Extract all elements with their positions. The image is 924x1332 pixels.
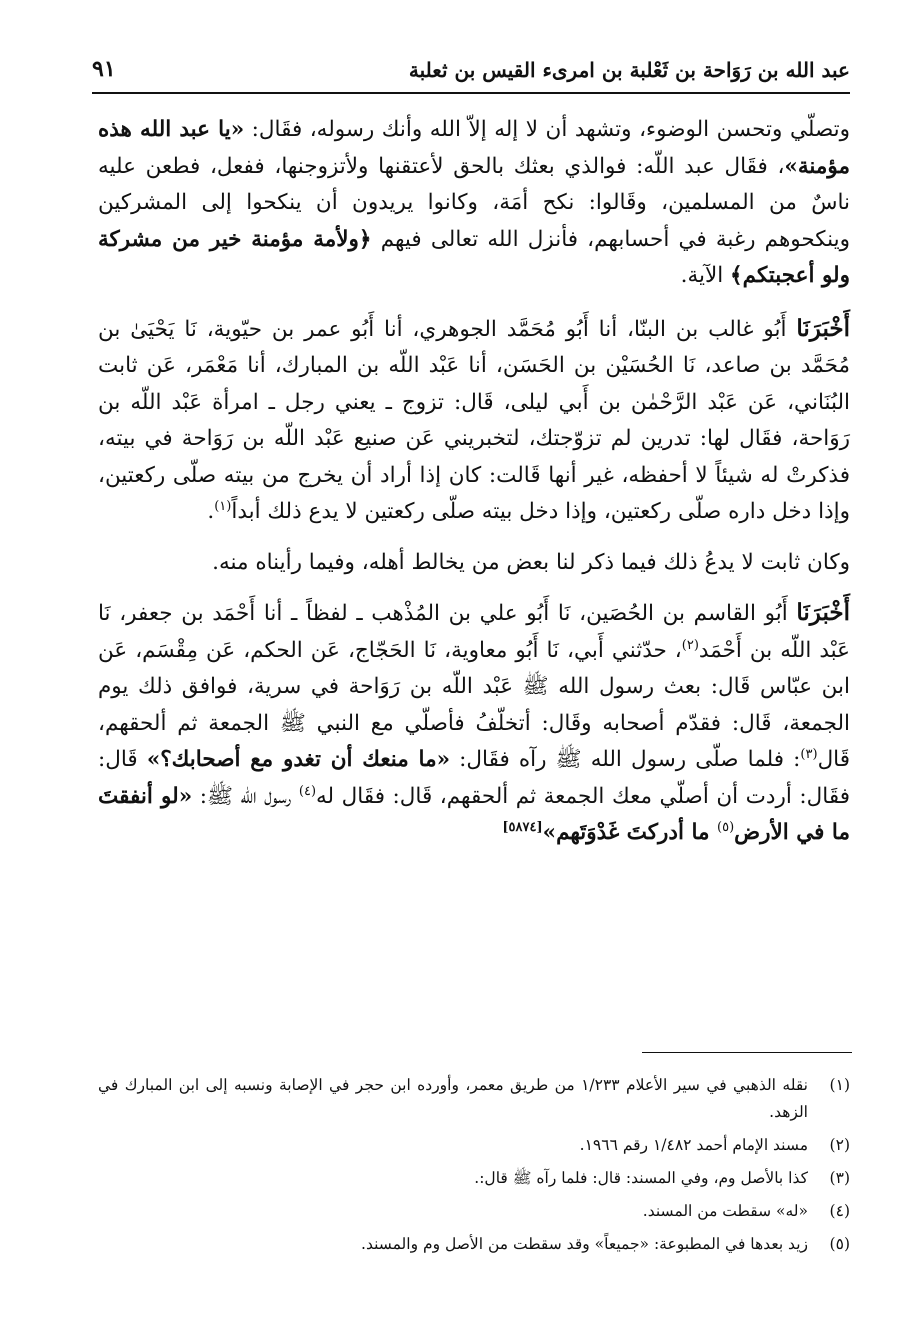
- footnote-number: (٤): [829, 1202, 850, 1220]
- footnote-marker: (٥): [717, 819, 735, 835]
- paragraph: [98, 311, 850, 531]
- footnote-number: (٥): [829, 1235, 850, 1253]
- footnote-number: (٢): [829, 1136, 850, 1154]
- paragraph: [98, 112, 850, 295]
- text-run: قَال: فقَال: أردت أن أصلّي معك الجمعة ثم ألحقهم، قَال: فقَال له: [98, 747, 850, 809]
- hadith-quote: ما أدركتَ غَدْوَتَهم»: [542, 820, 717, 845]
- footnote-text: مسند الإمام أحمد ١/٤٨٢ رقم ١٩٦٦.: [579, 1136, 808, 1154]
- footnote-marker: (٢): [681, 637, 699, 653]
- footnote-text: «له» سقطت من المسند.: [642, 1202, 808, 1220]
- text-run: أَبُو غالب بن البنّا، أنا أَبُو مُحَمَّد الجوهري، أنا أَبُو عمر بن حيّوية، نَا يَحْيَىٰ بن مُحَمَّد بن صاعد، نَا الحُسَيْن بن الحَسَن، أنا عَبْد اللّه بن المبارك، أنا مَعْمَر، عَن ثابت البُنَاني، عَن عَبْد الرَّحْمٰن بن أَبي ليلى، قَال: تزوج ـ يعني رجل ـ امرأة عَبْد اللّه بن رَوَاحة، فقَال لها: تدرين لم تزوّجتك، لتخبريني عَن صنيع عَبْد اللّه بن رَوَاحة في بيته، فذكرتْ له شيئاً لا أحفظه، غير أنها قَالت: كان إذا أراد أن يخرج من بيته صلّى ركعتين، وإذا دخل داره صلّى ركعتين، وإذا دخل بيته صلّى ركعتين لا يدع ذلك أبداً: [98, 316, 850, 524]
- text-run: : فلما صلّى رسول الله ﷺ رآه فقَال:: [450, 747, 801, 772]
- text-run: وتصلّي وتحسن الوضوء، وتشهد أن لا إله إلاّ الله وأنك رسوله، فقَال:: [244, 117, 850, 142]
- footnote: [98, 1198, 850, 1225]
- hadith-quote: «ما منعك أن تغدو مع أصحابك؟»: [146, 747, 451, 772]
- paragraph: وكان ثابت لا يدعُ ذلك فيما ذكر لنا بعض من يخالط أهله، وفيما رأيناه منه.: [212, 549, 850, 575]
- hadith-quote: «لو أنفقتَ ما في الأرض: [98, 783, 850, 845]
- akhbarana-lead: أَخْبَرَنَا: [796, 314, 850, 342]
- footnote-number: (١): [829, 1076, 850, 1094]
- main-text: [98, 112, 850, 852]
- footnote: [98, 1132, 850, 1159]
- text-run: .: [207, 499, 215, 524]
- paragraph: [98, 595, 850, 852]
- footnote-marker: (١): [214, 498, 232, 514]
- footnote-marker: (٣): [800, 746, 818, 762]
- quran-verse: ﴿ولأمة مؤمنة خير من مشركة ولو أعجبتكم﴾: [98, 226, 850, 288]
- text-run: أَبُو القاسم بن الحُصَين، نَا أَبُو علي بن المُذْهب ـ لفظاً ـ أنا أَحْمَد بن جعفر، نَا عَبْد اللّه بن أَحْمَد: [98, 601, 850, 663]
- footnote: [98, 1165, 850, 1192]
- footnote-divider: [642, 1052, 852, 1053]
- footnote-text: زيد بعدها في المطبوعة: «جميعاً» وقد سقطت من الأصل وم والمسند.: [361, 1235, 808, 1253]
- footnotes-list: [98, 1072, 850, 1264]
- running-header: [92, 52, 850, 94]
- footnote: [98, 1072, 850, 1126]
- text-run: ، حدّثني أَبي، نَا أَبُو معاوية، نَا الحَجّاج، عَن الحكم، عَن مِقْسَم، عَن ابن عبّاس قَال: بعث رسول الله ﷺ عَبْد اللّه بن رَوَاحة في سرية، فوافق ذلك يوم الجمعة، قَال: فقدّم أصحابه وقَال: أتخلّفُ فأصلّي مع النبي ﷺ الجمعة ثم ألحقهم، قَال: [98, 637, 851, 772]
- hadith-number: [٥٨٧٤]: [502, 819, 543, 835]
- akhbarana-lead: أَخْبَرَنَا: [796, 599, 850, 626]
- footnote-text: نقله الذهبي في سير الأعلام ١/٢٣٣ من طريق معمر، وأورده ابن حجر في الإصابة ونسبه إلى ابن المبارك في الزهد.: [98, 1076, 808, 1121]
- hadith-quote: «يا عبد الله هذه مؤمنة»: [98, 117, 850, 179]
- text-run: الآية.: [680, 263, 731, 288]
- footnote-text: كذا بالأصل وم، وفي المسند: قال: فلما رآه ﷺ قال:.: [474, 1169, 808, 1187]
- text-run: ، فقَال عبد اللّه: فوالذي بعثك بالحق لأعتقنها ولأتزوجنها، ففعل، فطعن عليه ناسٌ من المسلمين، وقَالوا: نكح أمَة، وكانوا يريدون أن ينكحوا إلى المشركين وينكحوهم رغبة في أحسابهم، فأنزل الله تعالى فيهم: [98, 153, 850, 252]
- footnote: [98, 1231, 850, 1258]
- text-run: رسول الله ﷺ:: [192, 783, 299, 809]
- page-number: ٩١: [92, 56, 116, 82]
- running-title: عبد الله بن رَوَاحة بن ثَعْلبة بن امرىء القيس بن ثعلبة: [408, 58, 850, 82]
- footnote-number: (٣): [829, 1169, 850, 1187]
- footnote-marker: (٤): [298, 783, 317, 799]
